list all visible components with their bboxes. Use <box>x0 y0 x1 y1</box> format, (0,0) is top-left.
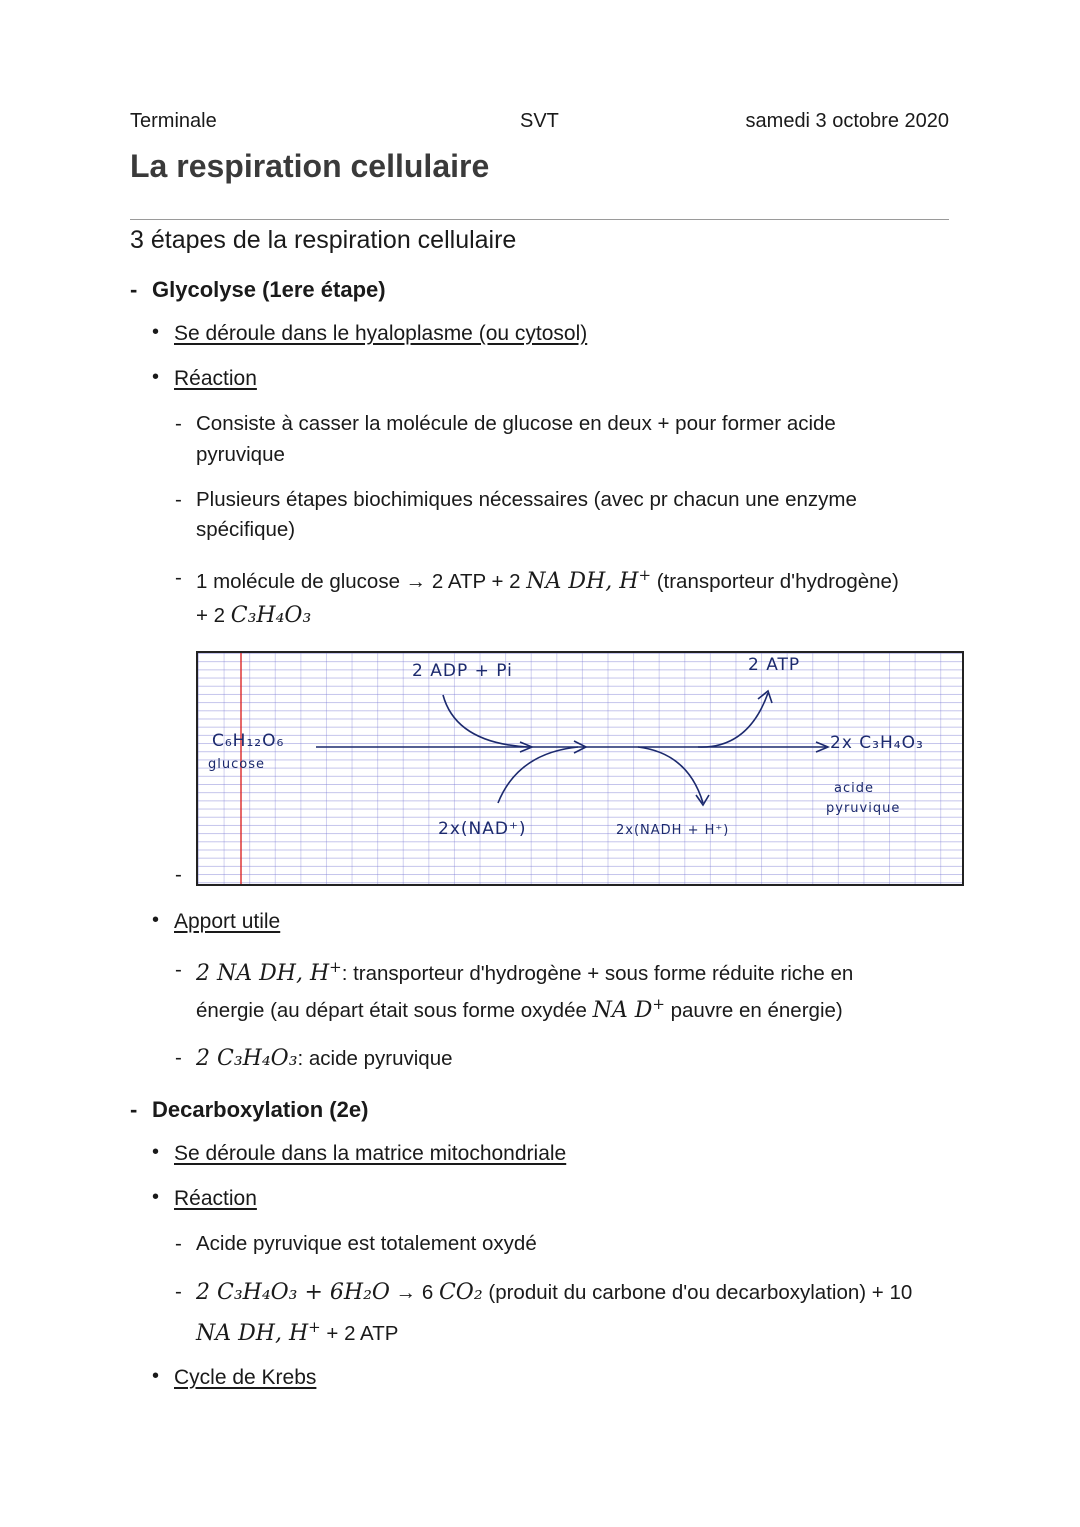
header-date: samedi 3 octobre 2020 <box>745 110 949 132</box>
dash-marker: - <box>175 488 182 511</box>
glycolyse-reaction-label: Réaction <box>174 367 257 390</box>
decarboxylation-reaction-label: Réaction <box>174 1187 257 1210</box>
equation-part1: 1 molécule de glucose → 2 ATP + 2 <box>196 569 527 593</box>
glycolyse-heading-text: Glycolyse (1ere étape) <box>152 277 386 302</box>
handwritten-diagram <box>196 651 964 886</box>
dash-marker: - <box>175 1280 182 1303</box>
stray-dash: - <box>175 863 182 886</box>
equation-line2-prefix: + 2 <box>196 604 231 627</box>
product-formula: 2x C₃H₄O₃ <box>830 733 924 753</box>
dash-marker: - <box>130 1097 138 1122</box>
apport1-nad-sup: + <box>652 995 665 1013</box>
product-label-line2: pyruvique <box>826 801 901 816</box>
bullet-icon: • <box>152 909 160 931</box>
section-subtitle: 3 étapes de la respiration cellulaire <box>130 226 517 254</box>
decarboxylation-location <box>152 1141 567 1166</box>
glycolyse-location-text: Se déroule dans le hyaloplasme (ou cytosol) <box>174 322 588 345</box>
decarboxylation-point1-text: Acide pyruvique est totalement oxydé <box>196 1232 537 1255</box>
dash-marker: - <box>175 958 182 981</box>
apport-item1-line2 <box>196 995 843 1023</box>
apport-item2 <box>175 1046 453 1071</box>
decarboxylation-eq-text: (produit du carbone d'ou decarboxylation) + 10 <box>482 1281 913 1304</box>
nadh-arrow <box>638 747 703 803</box>
equation-c3h4o3: C₃H₄O₃ <box>230 603 312 628</box>
bullet-icon: • <box>152 1141 160 1163</box>
glucose-label: glucose <box>208 757 265 772</box>
atp-label: 2 ATP <box>748 655 801 675</box>
glycolyse-heading <box>130 277 386 303</box>
decarboxylation-equation-line2 <box>196 1318 398 1346</box>
equation-nadh: NA DH, H <box>526 568 639 594</box>
header-subject: SVT <box>520 110 559 132</box>
bullet-icon: • <box>152 1186 160 1208</box>
cycle-de-krebs <box>152 1365 317 1390</box>
glycolyse-point2 <box>175 488 857 512</box>
apport2-text: : acide pyruvique <box>297 1047 453 1070</box>
dash-marker: - <box>175 566 182 589</box>
apport-utile <box>152 909 281 934</box>
equation-plus: + <box>638 566 652 584</box>
nad-label: 2x(NAD⁺) <box>438 819 527 839</box>
decarboxylation-heading-text: Decarboxylation (2e) <box>152 1097 369 1122</box>
decarboxylation-eq-formula: 2 C₃H₄O₃ + 6H₂O <box>196 1280 390 1305</box>
title-divider <box>130 219 949 220</box>
decarboxylation-reaction <box>152 1186 257 1211</box>
decarboxylation-point1 <box>175 1232 537 1256</box>
decarboxylation-equation <box>175 1280 913 1305</box>
glycolyse-reaction <box>152 366 257 391</box>
apport1-text: : transporteur d'hydrogène + sous forme réduite riche en <box>341 961 854 985</box>
apport2-num: 2 <box>196 1046 217 1071</box>
apport1-nad: NA D <box>592 997 653 1023</box>
decarboxylation-heading <box>130 1097 369 1123</box>
bullet-icon: • <box>152 366 160 388</box>
apport1-line2b: pauvre en énergie) <box>664 998 843 1022</box>
dash-marker: - <box>130 277 138 302</box>
equation-part2: (transporteur d'hydrogène) <box>651 569 899 593</box>
glycolyse-location <box>152 321 588 346</box>
apport1-line2a: énergie (au départ était sous forme oxydée <box>196 998 593 1022</box>
diagram-arrows <box>198 653 962 884</box>
nad-arrow <box>498 747 578 803</box>
glycolyse-point2-line2: spécifique) <box>196 518 296 541</box>
decarboxylation-eq-co2: CO₂ <box>438 1280 483 1305</box>
decarboxylation-location-text: Se déroule dans la matrice mitochondriale <box>174 1142 567 1165</box>
apport-utile-label: Apport utile <box>174 910 281 933</box>
adp-label: 2 ADP + Pi <box>412 661 513 681</box>
apport2-formula: C₃H₄O₃ <box>217 1046 298 1071</box>
product-label-line1: acide <box>834 781 874 796</box>
glycolyse-equation-line2 <box>196 603 311 628</box>
apport1-formula: NA DH, H <box>217 960 330 986</box>
apport1-num: 2 <box>196 960 217 986</box>
cycle-de-krebs-label: Cycle de Krebs <box>174 1366 317 1389</box>
decarboxylation-eq-line2-text: + 2 ATP <box>320 1321 399 1345</box>
apport1-sup: + <box>329 958 342 976</box>
adp-arrow <box>443 695 528 747</box>
decarboxylation-eq-arrow: → 6 <box>389 1281 439 1304</box>
dash-marker: - <box>175 1046 182 1069</box>
bullet-icon: • <box>152 321 160 343</box>
glucose-formula: C₆H₁₂O₆ <box>212 731 285 751</box>
glycolyse-equation <box>175 566 899 594</box>
glycolyse-point1 <box>175 412 836 436</box>
atp-arrow <box>698 693 768 747</box>
page-title: La respiration cellulaire <box>130 148 490 184</box>
decarboxylation-eq-line2-sup: + <box>308 1318 321 1336</box>
nadh-label: 2x(NADH + H⁺) <box>616 823 730 838</box>
header-level: Terminale <box>130 110 217 132</box>
glycolyse-point2-line1: Plusieurs étapes biochimiques nécessaires (avec pr chacun une enzyme <box>196 488 857 511</box>
apport-item1 <box>175 958 854 986</box>
bullet-icon: • <box>152 1365 160 1387</box>
glycolyse-point1-line2: pyruvique <box>196 443 285 466</box>
glycolyse-point1-line1: Consiste à casser la molécule de glucose en deux + pour former acide <box>196 412 836 435</box>
dash-marker: - <box>175 1232 182 1255</box>
dash-marker: - <box>175 412 182 435</box>
decarboxylation-eq-line2-formula: NA DH, H <box>196 1320 309 1346</box>
